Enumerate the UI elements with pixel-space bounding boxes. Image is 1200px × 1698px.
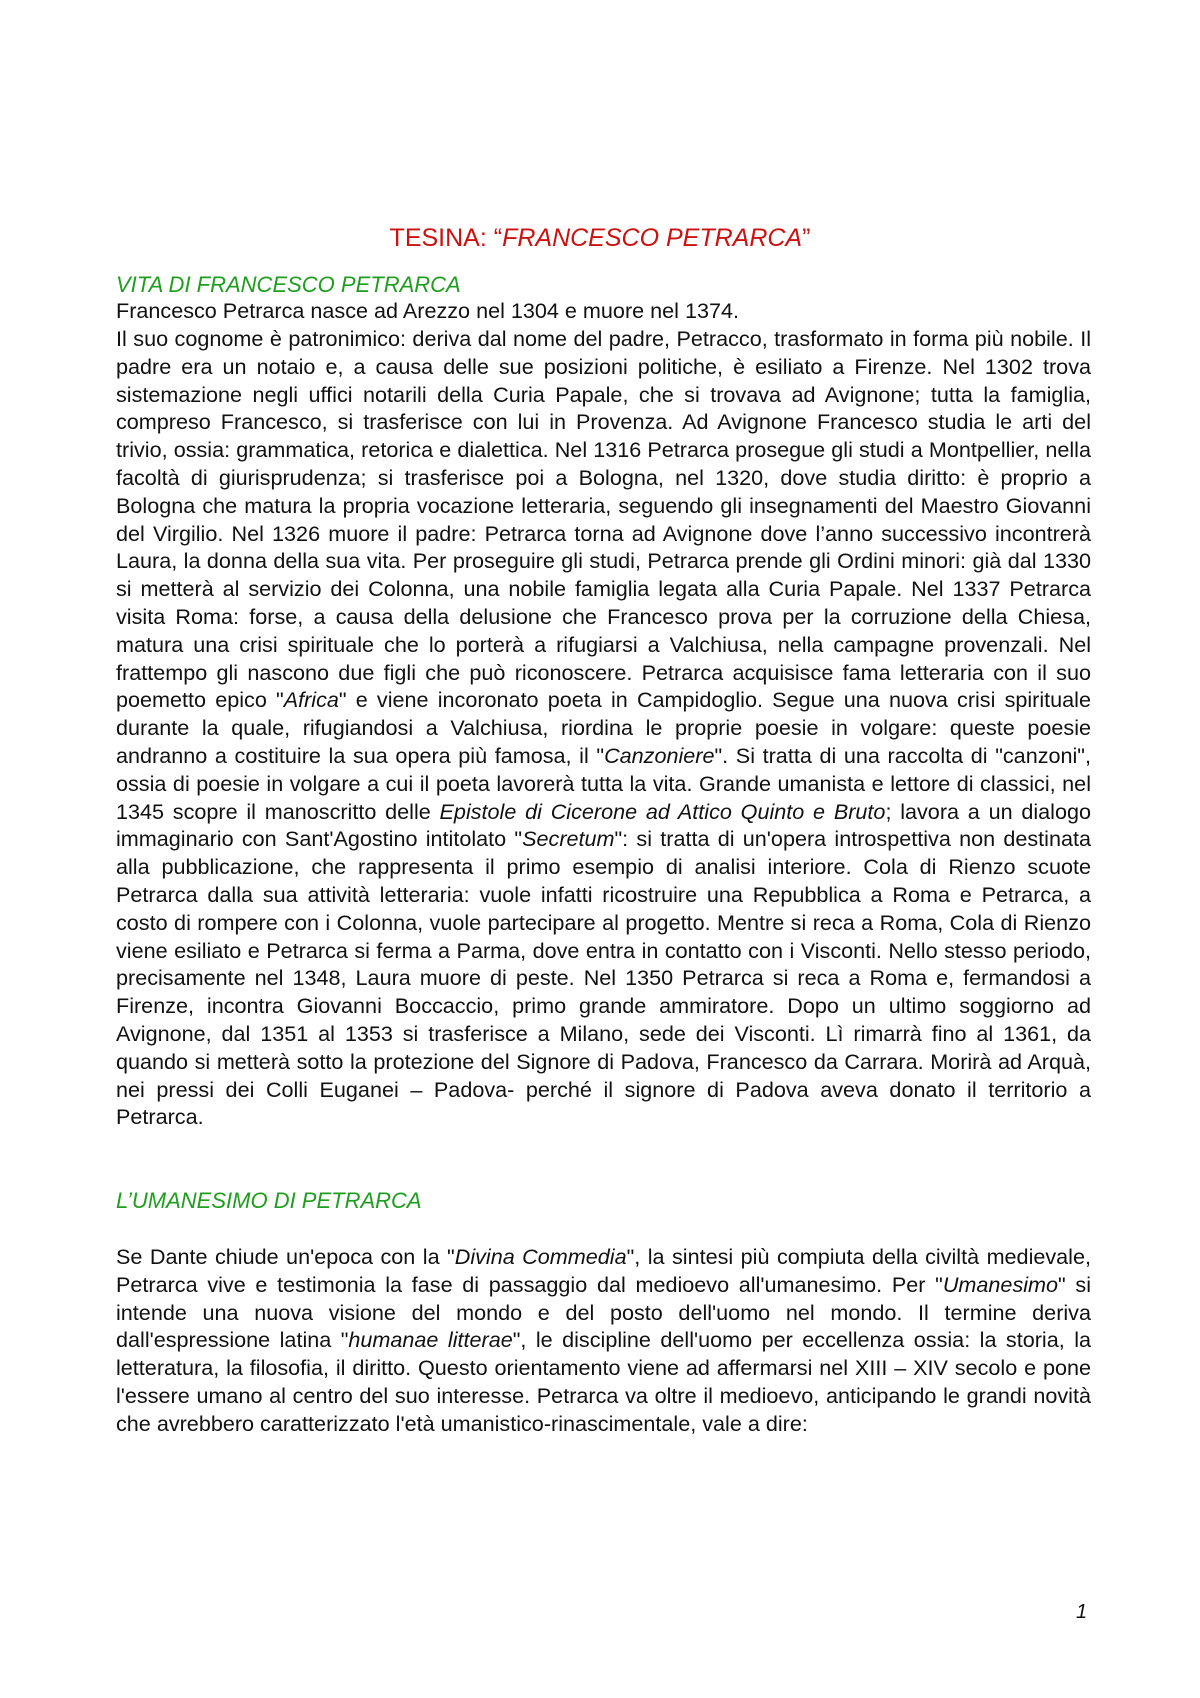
vita-text-2: " e viene incoronato poeta in Campidoglio. Segue una nuova crisi spirituale durante la quale, rifugiandosi a Valchiusa, riordina le proprie poesie in volgare: queste poesie andranno a costituire la sua opera più famosa, il " <box>116 687 1091 768</box>
vita-text-1: Il suo cognome è patronimico: deriva dal nome del padre, Petracco, trasformato in forma più nobile. Il padre era un notaio e, a causa delle sue posizioni politiche, è esiliato a Firenze. Nel 1302 trova sistemazione negli uffici notarili della Curia Papale, che si trovava ad Avignone; tutta la famiglia, compreso Francesco, si trasferisce con lui in Provenza. Ad Avignone Francesco studia le arti del trivio, ossia: grammatica, retorica e dialettica. Nel 1316 Petrarca prosegue gli studi a Montpellier, nella facoltà di giurisprudenza; si trasferisce poi a Bologna, nel 1320, dove studia diritto: è proprio a Bologna che matura la propria vocazione letteraria, seguendo gli insegnamenti del Maestro Giovanni del Virgilio. Nel 1326 muore il padre: Petrarca torna ad Avignone dove l’anno successivo incontrerà Laura, la donna della sua vita. Per proseguire gli studi, Petrarca prende gli Ordini minori: già dal 1330 si metterà al servizio dei Colonna, una nobile famiglia legata alla Curia Papale. Nel 1337 Petrarca visita Roma: forse, a causa della delusione che Francesco prova per la corruzione della Chiesa, matura una crisi spirituale che lo porterà a rifugiarsi a Valchiusa, nella campagne provenzali. Nel frattempo gli nascono due figli che può riconoscere. Petrarca acquisisce fama letteraria con il suo poemetto epico " <box>116 326 1091 713</box>
vita-text-4: ; lavora a un dialogo immaginario con Sant'Agostino intitolato " <box>116 798 1091 852</box>
umanesimo-term: Umanesimo <box>942 1271 1059 1297</box>
umanesimo-text-1: Se Dante chiude un'epoca con la " <box>116 1244 455 1269</box>
umanesimo-title-divina: Divina Commedia <box>454 1244 627 1269</box>
umanesimo-text-2: ", la sintesi più compiuta della civiltà medievale, Petrarca vive e testimonia la fase di passaggio dal medioevo all'umanesimo. Per " <box>116 1244 1091 1297</box>
vita-text-3: ". Si tratta di una raccolta di "canzoni", ossia di poesie in volgare a cui il poeta lavorerà tutta la vita. Grande umanista e lettore di classici, nel 1345 scopre il manoscritto delle <box>116 742 1091 824</box>
umanesimo-text-4: ", le discipline dell'uomo per eccellenza ossia: la storia, la letteratura, la filosofia, il diritto. Questo orientamento viene ad affermarsi nel XIII – XIV secolo e pone l'essere umano al centro del suo interesse. Petrarca va oltre il medioevo, anticipando le grandi novità che avrebbero caratterizzato l'età umanistico-rinascimentale, vale a dire: <box>116 1327 1091 1436</box>
title-suffix: ” <box>802 224 811 252</box>
umanesimo-paragraph <box>116 1243 1091 1438</box>
section-heading-umanesimo: L’UMANESIMO DI PETRARCA <box>116 1188 422 1213</box>
vita-title-canzoniere: Canzoniere <box>604 742 715 768</box>
title-prefix: TESINA: “ <box>389 224 503 252</box>
vita-title-africa: Africa <box>283 687 339 713</box>
vita-paragraph <box>116 325 1091 1131</box>
section-heading-vita: VITA DI FRANCESCO PETRARCA <box>116 272 461 297</box>
umanesimo-latin-term: humanae litterae <box>348 1327 513 1353</box>
vita-title-epistole: Epistole di Cicerone ad Attico Quinto e Bruto <box>439 798 886 824</box>
page-number: 1 <box>1076 1601 1088 1623</box>
umanesimo-text-3: " si intende una nuova visione del mondo e del posto dell'uomo nel mondo. Il termine deriva dall'espressione latina " <box>116 1271 1091 1353</box>
vita-intro: Francesco Petrarca nasce ad Arezzo nel 1304 e muore nel 1374. <box>116 298 739 323</box>
vita-title-secretum: Secretum <box>522 826 615 852</box>
title-name: FRANCESCO PETRARCA <box>502 224 803 252</box>
document-title <box>0 223 1200 253</box>
vita-text-5: ": si tratta di un'opera introspettiva non destinata alla pubblicazione, che rappresenta il primo esempio di analisi interiore. Cola di Rienzo scuote Petrarca dalla sua attività letteraria: vuole infatti ricostruire una Repubblica a Roma e Petrarca, a costo di rompere con i Colonna, vuole partecipare al progetto. Mentre si reca a Roma, Cola di Rienzo viene esiliato e Petrarca si ferma a Parma, dove entra in contatto con i Visconti. Nello stesso periodo, precisamente nel 1348, Laura muore di peste. Nel 1350 Petrarca si reca a Roma e, fermandosi a Firenze, incontra Giovanni Boccaccio, primo grande ammiratore. Dopo un ultimo soggiorno ad Avignone, dal 1351 al 1353 si trasferisce a Milano, sede dei Visconti. Lì rimarrà fino al 1361, da quando si metterà sotto la protezione del Signore di Padova, Francesco da Carrara. Morirà ad Arquà, nei pressi dei Colli Euganei – Padova- perché il signore di Padova aveva donato il territorio a Petrarca. <box>116 826 1092 1130</box>
